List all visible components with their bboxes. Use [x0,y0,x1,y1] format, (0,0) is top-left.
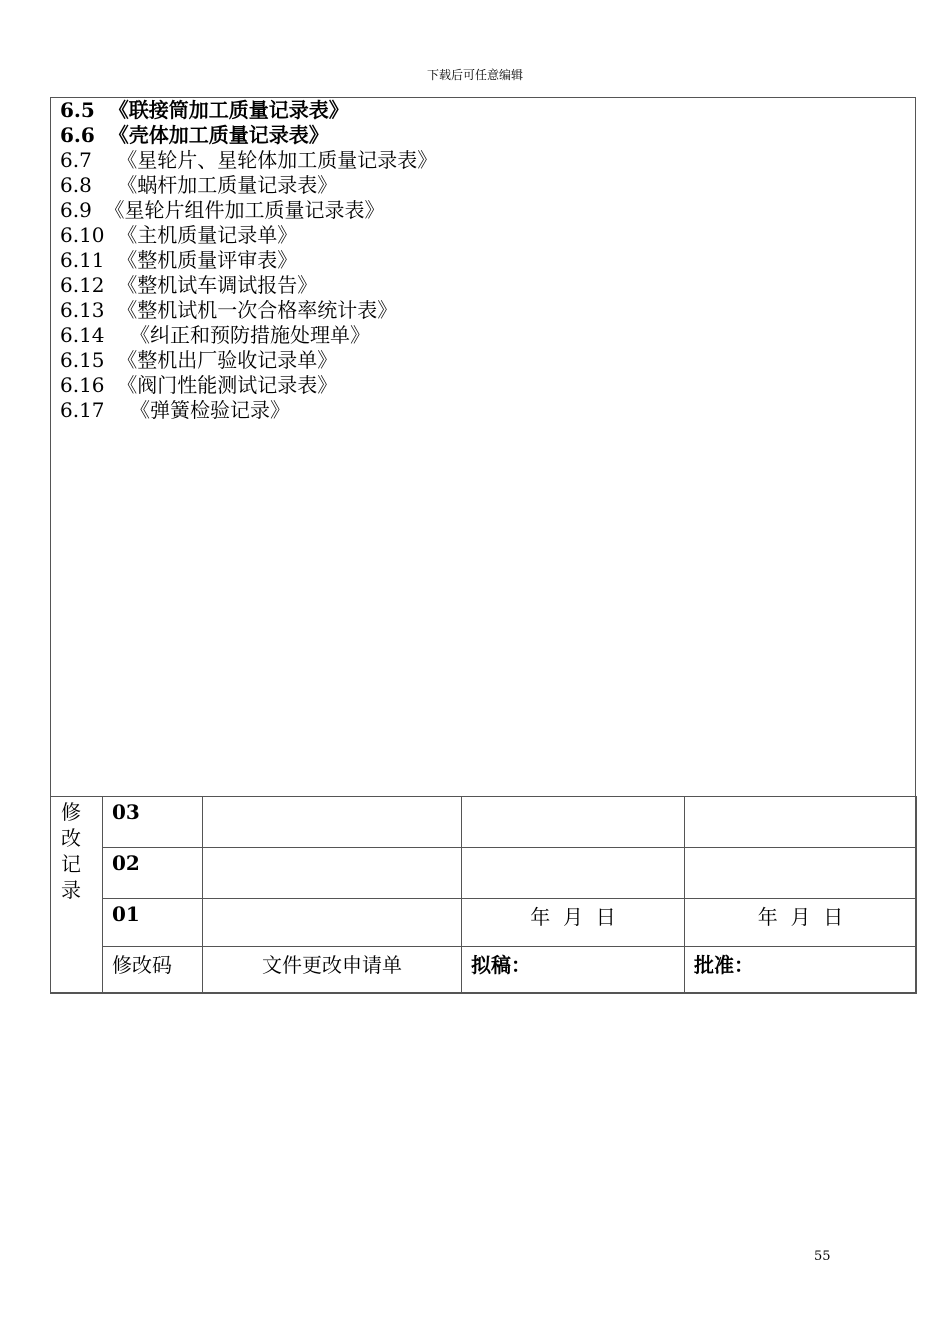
approve-label: 批准： [685,947,917,994]
draft-label: 拟稿： [462,947,685,994]
item-number: 6.15 [60,348,105,372]
revision-code: 02 [103,848,203,899]
item-number: 6.13 [60,298,105,322]
revision-side-label [51,797,103,994]
revision-code: 01 [103,899,203,947]
record-list [60,98,437,423]
side-label-char: 录 [61,878,81,902]
item-title: 《壳体加工质量记录表》 [94,123,329,147]
revision-code: 03 [103,797,203,848]
item-title: 《星轮片组件加工质量记录表》 [91,198,385,222]
side-label-char: 修 [61,800,81,824]
table-row [51,797,917,848]
side-label-char: 改 [61,826,81,850]
item-title: 《星轮片、星轮体加工质量记录表》 [91,148,438,172]
empty-cell [685,848,917,899]
list-item [60,173,437,198]
side-label-char: 记 [61,852,81,876]
item-number: 6.10 [60,223,105,247]
list-item [60,323,437,348]
table-row [51,899,917,947]
list-item [60,398,437,423]
item-number: 6.16 [60,373,105,397]
item-number: 6.11 [60,248,105,272]
item-title: 《主机质量记录单》 [104,223,298,247]
empty-cell [203,899,462,947]
request-header: 文件更改申请单 [203,947,462,994]
list-item [60,223,437,248]
list-item [60,198,437,223]
page-number: 55 [814,1249,831,1264]
empty-cell [462,797,685,848]
item-title: 《纠正和预防措施处理单》 [104,323,370,347]
revision-table [50,796,917,994]
item-number: 6.17 [60,398,105,422]
table-row [51,947,917,994]
table-row [51,848,917,899]
item-number: 6.8 [60,173,92,197]
item-title: 《整机试机一次合格率统计表》 [104,298,398,322]
list-item [60,273,437,298]
list-item [60,348,437,373]
item-title: 《整机试车调试报告》 [104,273,318,297]
item-number: 6.6 [60,123,95,147]
item-number: 6.9 [60,198,92,222]
header-note: 下载后可任意编辑 [426,68,523,82]
item-title: 《整机出厂验收记录单》 [104,348,338,372]
empty-cell [685,797,917,848]
draft-date: 年 月 日 [462,899,685,947]
item-title: 《弹簧检验记录》 [104,398,290,422]
code-header: 修改码 [103,947,203,994]
empty-cell [203,848,462,899]
list-item [60,248,437,273]
item-number: 6.12 [60,273,105,297]
list-item [60,298,437,323]
list-item [60,123,437,148]
list-item [60,373,437,398]
item-number: 6.7 [60,148,92,172]
empty-cell [203,797,462,848]
item-number: 6.5 [60,98,95,122]
item-number: 6.14 [60,323,105,347]
item-title: 《阀门性能测试记录表》 [104,373,338,397]
list-item [60,98,437,123]
item-title: 《整机质量评审表》 [104,248,298,272]
item-title: 《联接筒加工质量记录表》 [94,98,349,122]
list-item [60,148,437,173]
empty-cell [462,848,685,899]
approve-date: 年 月 日 [685,899,917,947]
item-title: 《蜗杆加工质量记录表》 [91,173,338,197]
